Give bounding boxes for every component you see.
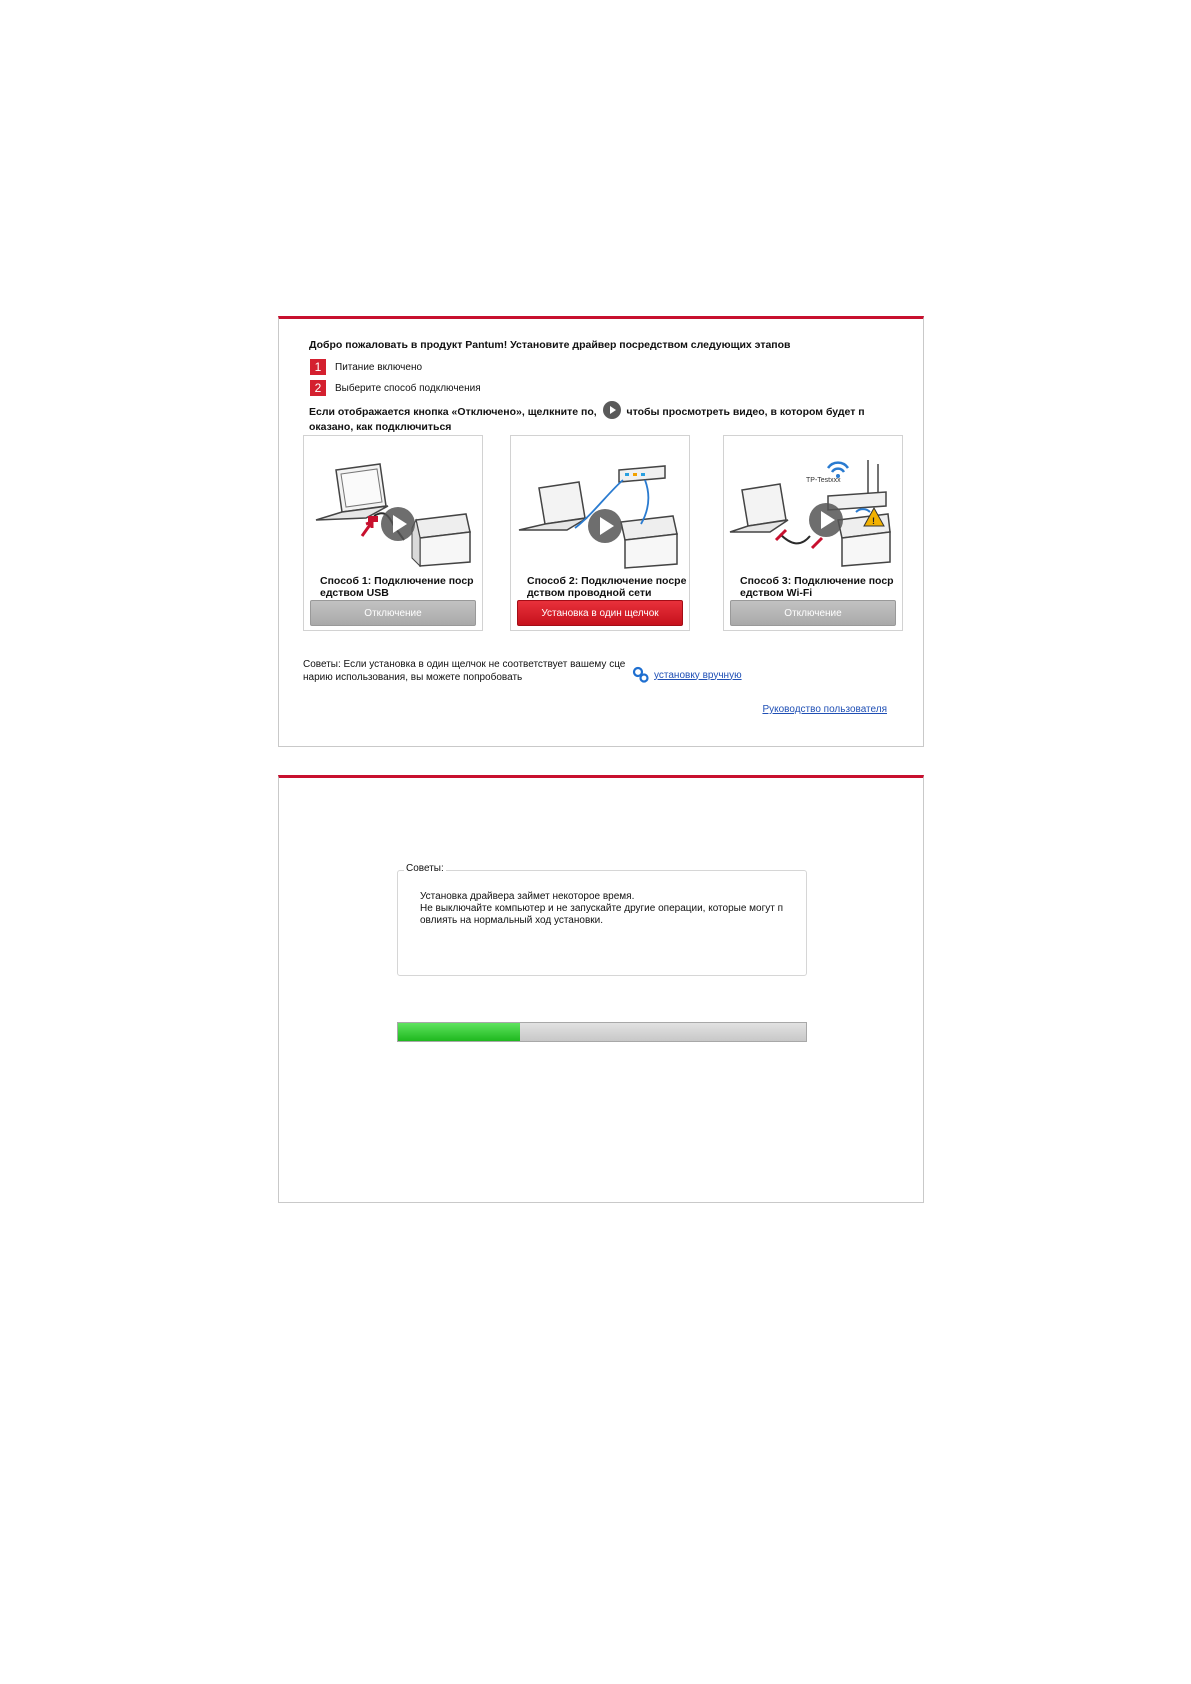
hint-text-end: чтобы просмотреть видео, в котором будет п оказано, как подключиться	[309, 405, 865, 433]
router-ssid-label: TP-Testxxx	[806, 477, 841, 484]
progress-fill	[398, 1023, 520, 1041]
manual-install-link[interactable]	[632, 666, 742, 684]
method-card-wifi	[723, 435, 903, 631]
step-number-badge: 2	[310, 380, 326, 396]
method-title-wired: Способ 2: Подключение посре дством проводной сети	[527, 575, 687, 599]
gears-icon	[632, 666, 650, 684]
one-click-install-button[interactable]: Установка в один щелчок	[517, 600, 683, 626]
wired-network-illustration	[515, 440, 685, 570]
tips-body	[420, 891, 800, 927]
welcome-heading: Добро пожаловать в продукт Pantum! Установите драйвер посредством следующих этапов	[309, 339, 791, 351]
tips-group-box	[397, 863, 807, 976]
step-label: Выберите способ подключения	[335, 382, 481, 394]
step-power-on	[310, 359, 422, 375]
play-icon	[603, 401, 621, 419]
install-progress-bar	[397, 1022, 807, 1042]
step-select-connection	[310, 380, 481, 396]
svg-text:!: !	[872, 516, 875, 526]
wifi-disabled-button[interactable]: Отключение	[730, 600, 896, 626]
tips-text: Советы: Если установка в один щелчок не соответствует вашему сце нарию использования, вы можете попробовать	[303, 659, 626, 683]
method-title-wifi: Способ 3: Подключение поср едством Wi-Fi	[740, 575, 894, 599]
wifi-connection-illustration	[728, 440, 898, 570]
tips-legend: Советы:	[406, 863, 444, 874]
method-title-usb: Способ 1: Подключение поср едством USB	[320, 575, 474, 599]
hint-text-start: Если отображается кнопка «Отключено», щелкните по,	[309, 405, 597, 418]
user-guide-link[interactable]: Руководство пользователя	[762, 704, 887, 715]
installer-window-method-selection	[278, 316, 924, 747]
tips-line-1: Установка драйвера займет некоторое время.	[420, 891, 635, 902]
method-card-usb	[303, 435, 483, 631]
manual-install-link-text[interactable]: установку вручную	[654, 669, 742, 681]
video-hint	[309, 403, 909, 434]
step-number-badge: 1	[310, 359, 326, 375]
method-card-wired	[510, 435, 690, 631]
step-label: Питание включено	[335, 361, 423, 373]
tips-line-2: Не выключайте компьютер и не запускайте другие операции, которые могут п овлиять на нормальный ход установки.	[420, 903, 784, 926]
installer-window-progress	[278, 775, 924, 1203]
usb-disabled-button[interactable]: Отключение	[310, 600, 476, 626]
usb-connection-illustration	[308, 440, 478, 570]
